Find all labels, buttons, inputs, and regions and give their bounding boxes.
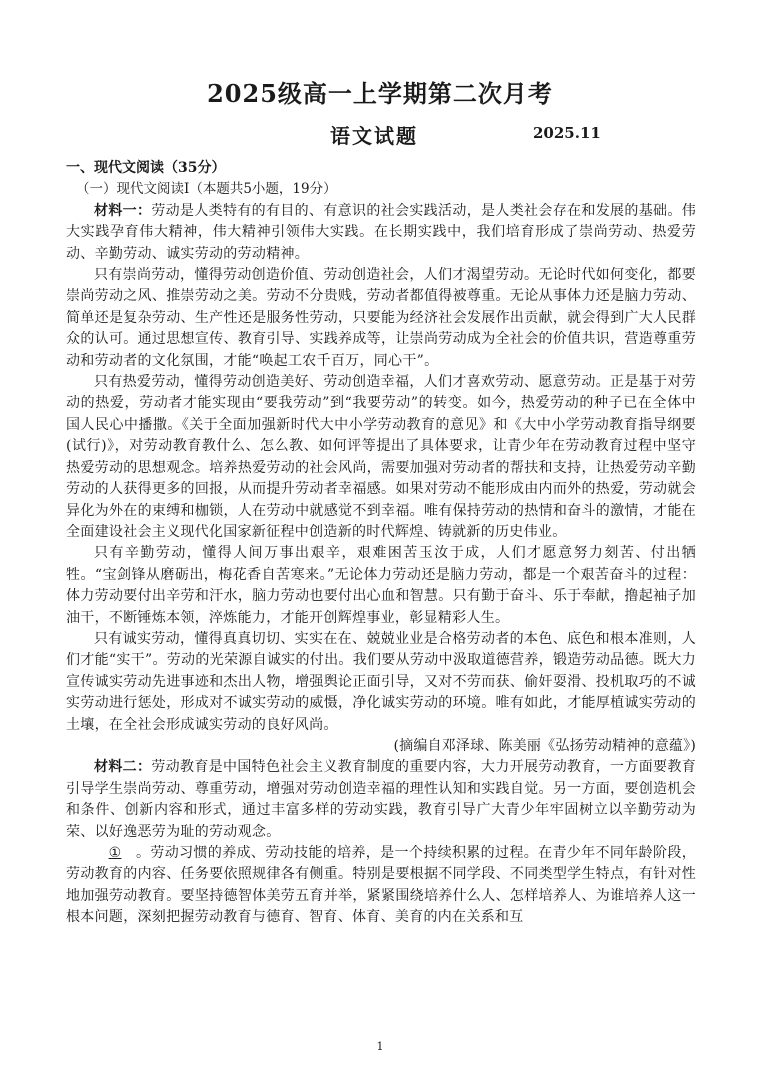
material1-paragraph: 只有辛勤劳动，懂得人间万事出艰辛，艰难困苦玉汝于成，人们才愿意努力刻苦、付出牺牲。“宝剑锋从磨砺出，梅花香自苦寒来。”无论体力劳动还是脑力劳动，都是一个艰苦奋斗的过程：体力劳动要付出辛劳和汗水，脑力劳动也要付出心血和智慧。只有勤于奋斗、乐于奉献，撸起袖子加油干，不断锤炼本领，淬炼能力，才能开创辉煌事业，彰显精彩人生。 (66, 545, 696, 626)
material1-paragraph: 只有诚实劳动，懂得真真切切、实实在在、兢兢业业是合格劳动者的本色、底色和根本准则，人们才能“实干”。劳动的光荣源自诚实的付出。我们要从劳动中汲取道德营养，锻造劳动品德。既大力宣传诚实劳动先进事迹和杰出人物，增强舆论正面引导，又对不劳而获、偷奸耍滑、投机取巧的不诚实劳动进行惩处，形成对不诚实劳动的威慑，净化诚实劳动的环境。唯有如此，才能厚植诚实劳动的土壤，在全社会形成诚实劳动的良好风尚。 (66, 630, 696, 733)
subsection-heading: （一）现代文阅读Ⅰ（本题共5小题，19分） (76, 181, 337, 198)
material1-source: (摘编自邓泽球、陈美丽《弘扬劳动精神的意蕴》) (393, 737, 696, 754)
subtitle-row (0, 120, 760, 146)
paragraph-text: 。劳动习惯的养成、劳动技能的培养，是一个持续积累的过程。在青少年不同年龄阶段，劳动教育的内容、任务要依照规律各有侧重。特别是要根据不同学段、不同类型学生特点，有针对性地加强劳动教育。要坚持德智体美劳五育并举，紧紧围绕培养什么人、怎样培养人、为谁培养人这一根本问题，深刻把握劳动教育与德育、智育、体育、美育的内在关系和互 (66, 845, 696, 926)
paragraph-text: 劳动是人类特有的有目的、有意识的社会实践活动，是人类社会存在和发展的基础。伟大实践孕育伟大精神，伟大精神引领伟大实践。在长期实践中，我们培育形成了崇尚劳动、热爱劳动、辛勤劳动、诚实劳动的劳动精神。 (66, 202, 696, 262)
page-number: 1 (376, 1040, 384, 1053)
material1-paragraph: 只有热爱劳动，懂得劳动创造美好、劳动创造幸福，人们才喜欢劳动、愿意劳动。正是基于对劳动的热爱，劳动者才能实现由“要我劳动”到“我要劳动”的转变。如今，热爱劳动的种子已在全体中国人民心中播撒。《关于全面加强新时代大中小学劳动教育的意见》和《大中小学劳动教育指导纲要(试行)》，对劳动教育教什么、怎么教、如何评等提出了具体要求，让青少年在劳动教育过程中坚守热爱劳动的思想观念。培养热爱劳动的社会风尚，需要加强对劳动者的帮扶和支持，让热爱劳动辛勤劳动的人获得更多的回报，从而提升劳动者幸福感。如果对劳动不能形成由内而外的热爱，劳动就会异化为外在的束缚和枷锁，人在劳动中就感觉不到幸福。唯有保持劳动的热情和奋斗的激情，才能在全面建设社会主义现代化国家新征程中创造新的时代辉煌、铸就新的历史伟业。 (66, 374, 696, 540)
material2-paragraph (66, 843, 696, 929)
material1-paragraph (66, 201, 696, 265)
material1-paragraph: 只有崇尚劳动，懂得劳动创造价值、劳动创造社会，人们才渴望劳动。无论时代如何变化，都要崇尚劳动之风、推崇劳动之美。劳动不分贵贱，劳动者都值得被尊重。无论从事体力还是脑力劳动、简单还是复杂劳动、生产性还是服务性劳动，只要能为经济社会发展作出贡献，就会得到广大人民群众的认可。通过思想宣传、教育引导、实践养成等，让崇尚劳动成为全社会的价值共识，营造尊重劳动和劳动者的文化氛围，才能“唤起工农千百万，同心干”。 (66, 267, 696, 369)
subject-label: 语文试题 (330, 124, 418, 148)
section-heading: 一、现代文阅读（35分） (66, 160, 226, 176)
fill-in-blank: ① (108, 845, 122, 861)
paragraph-text: 劳动教育是中国特色社会主义教育制度的重要内容，大力开展劳动教育，一方面要教育引导学生崇尚劳动、尊重劳动，增强对劳动创造幸福的理性认知和实践自觉。另一方面，要创造机会和条件、创新内容和形式，通过丰富多样的劳动实践，教育引导广大青少年牢固树立以辛勤劳动为荣、以好逸恶劳为耻的劳动观念。 (66, 759, 696, 840)
exam-title: 2025级高一上学期第二次月考 (207, 79, 553, 108)
material2-paragraph (66, 757, 696, 843)
material1-label: 材料一： (94, 202, 152, 219)
exam-content (66, 158, 696, 929)
exam-date: 2025.11 (533, 124, 601, 142)
material2-label: 材料二： (94, 759, 152, 776)
